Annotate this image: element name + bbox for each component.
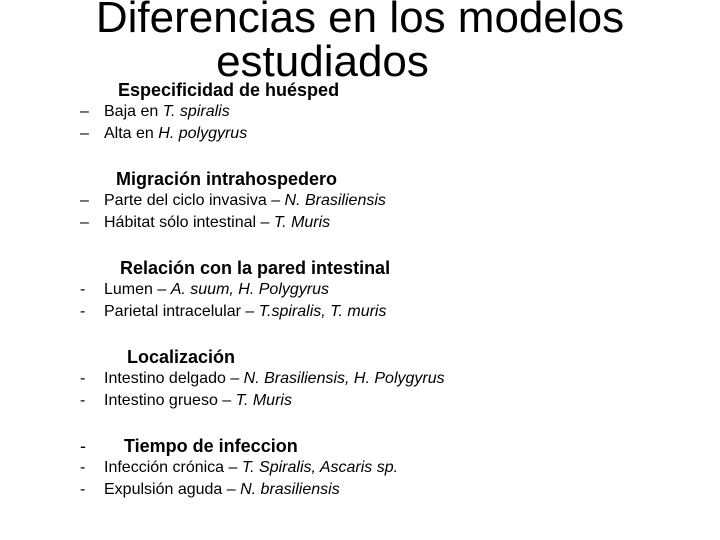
section-heading-host-specificity: Especificidad de huésped — [118, 80, 340, 100]
list-item — [80, 279, 329, 301]
bullet-marker: - — [80, 281, 86, 298]
item-text: Expulsión aguda – — [104, 481, 241, 498]
list-item — [80, 457, 398, 479]
list-item — [80, 390, 292, 412]
item-species: A. suum, H. Polygyrus — [170, 281, 329, 298]
item-species: T.spiralis, T. muris — [258, 303, 387, 320]
item-text: Lumen – — [104, 281, 171, 298]
bullet-marker: – — [80, 192, 89, 209]
bullet-marker: - — [80, 392, 86, 409]
item-text: Intestino grueso – — [104, 392, 236, 409]
section-heading-infection-time: Tiempo de infeccion — [124, 436, 298, 456]
item-text: Parte del ciclo invasiva – — [104, 192, 285, 209]
item-species: T. Spiralis, Ascaris sp. — [241, 459, 399, 476]
slide-title — [0, 0, 720, 84]
item-text: Alta en — [104, 125, 159, 142]
item-species: T. spiralis — [162, 103, 230, 120]
list-item — [80, 479, 340, 501]
item-text: Infección crónica – — [104, 459, 242, 476]
section-heading-marker: - — [80, 436, 86, 456]
bullet-marker: - — [80, 303, 86, 320]
item-species: N. brasiliensis — [240, 481, 340, 498]
bullet-marker: - — [80, 370, 86, 387]
bullet-marker: – — [80, 125, 89, 142]
item-species: N. Brasiliensis — [284, 192, 386, 209]
list-item — [80, 190, 386, 212]
item-species: T. Muris — [273, 214, 331, 231]
item-text: Hábitat sólo intestinal – — [104, 214, 274, 231]
bullet-marker: - — [80, 459, 86, 476]
section-heading-migration: Migración intrahospedero — [116, 169, 338, 189]
item-species: N. Brasiliensis, H. Polygyrus — [243, 370, 445, 387]
item-species: H. polygyrus — [158, 125, 248, 142]
list-item — [80, 101, 230, 123]
list-item — [80, 212, 330, 234]
bullet-marker: – — [80, 103, 89, 120]
list-item — [80, 368, 445, 390]
item-text: Baja en — [104, 103, 163, 120]
item-text: Parietal intracelular – — [104, 303, 259, 320]
section-heading-location: Localización — [127, 347, 236, 367]
bullet-marker: – — [80, 214, 89, 231]
section-heading-intestinal-wall: Relación con la pared intestinal — [120, 258, 391, 278]
list-item — [80, 123, 247, 145]
slide-title-line-2: estudiados — [216, 37, 429, 86]
item-species: T. Muris — [235, 392, 292, 409]
slide-title-line-1: Diferencias en los modelos — [95, 0, 625, 42]
bullet-marker: - — [80, 481, 86, 498]
item-text: Intestino delgado – — [104, 370, 244, 387]
list-item — [80, 301, 386, 323]
